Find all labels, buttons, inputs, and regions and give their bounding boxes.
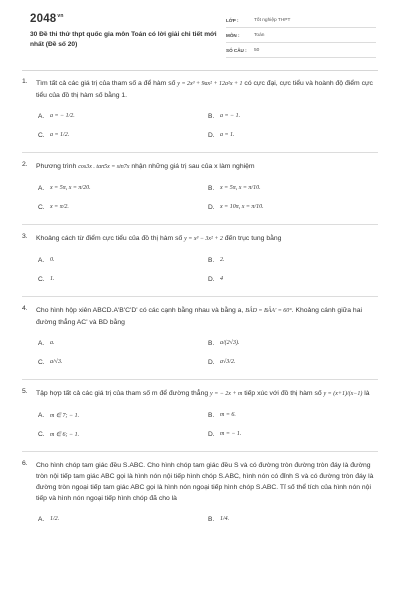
option-value: a/√3. [50,359,63,365]
answer-option[interactable] [38,357,208,367]
question-item [22,388,378,439]
option-value: x = π/2. [50,204,69,210]
question-formula: y = x³ − 3x² + 2 [184,236,223,242]
answer-option[interactable] [38,514,208,524]
question-number: 6. [22,460,28,467]
option-value: 4 [220,276,223,282]
option-letter: B. [208,112,215,120]
question-text-part: đến trục tung bằng [222,235,282,242]
option-value: x = 5π, x = π/20. [50,185,91,191]
question-text [36,233,378,245]
header-divider [22,70,378,71]
question-number: 5. [22,388,28,395]
answer-option[interactable] [38,183,208,193]
question-text-part: tiếp xúc với đồ thị hàm số [242,390,324,397]
question-text-part: là [362,390,370,397]
option-letter: B. [208,411,215,419]
option-letter: C. [38,430,45,438]
answer-option[interactable] [208,255,378,265]
option-value: 1. [50,276,55,282]
answer-options [38,514,378,524]
option-letter: D. [208,203,215,211]
option-letter: B. [208,256,215,264]
meta-key: SỐ CÂU : [226,47,247,53]
question-formula: BÂD = BÂA' = 60° [245,308,292,314]
logo-text: 2048 [30,13,57,25]
answer-option[interactable] [208,130,378,140]
answer-options [38,111,378,140]
question-divider [22,451,378,452]
answer-option[interactable] [38,338,208,348]
option-letter: C. [38,131,45,139]
option-letter: B. [208,515,215,523]
answer-option[interactable] [38,111,208,121]
question-text-part: Phương trình [36,163,79,170]
option-value: 0. [50,257,55,263]
answer-option[interactable] [38,255,208,265]
site-logo[interactable] [30,13,64,25]
question-number: 4. [22,305,28,312]
question-text [36,161,378,173]
meta-row-class [226,13,376,28]
answer-option[interactable] [38,429,208,439]
meta-key: LỚP : [226,17,239,23]
option-letter: D. [208,275,215,283]
option-value: a = 1. [220,132,235,138]
question-text [36,388,378,400]
answer-options [38,183,378,212]
option-letter: D. [208,358,215,366]
question-item [22,305,378,367]
option-letter: D. [208,430,215,438]
question-list [22,78,378,524]
meta-row-subject [226,28,376,43]
question-item [22,233,378,284]
option-value: a = 1/2. [50,132,70,138]
answer-option[interactable] [208,357,378,367]
question-number: 3. [22,233,28,240]
question-text-part: có cực đại, cực tiểu và hoành độ điểm cực tiểu của đồ thị hàm số bằng 1. [36,80,373,99]
meta-value: Tốt nghiệp THPT [254,17,291,23]
option-letter: A. [38,112,45,120]
answer-option[interactable] [208,514,378,524]
question-number: 2. [22,161,28,168]
answer-option[interactable] [208,274,378,284]
meta-value: Toán [254,32,265,38]
answer-option[interactable] [38,202,208,212]
answer-options [38,410,378,439]
option-letter: A. [38,256,45,264]
question-text-part: Khoảng cách từ điểm cực tiểu của đồ thị hàm số [36,235,185,242]
answer-option[interactable] [208,111,378,121]
exam-meta-table [226,13,376,58]
question-text-part: . Khoảng cánh giữa hai đường thẳng AC' và BD bằng [36,307,362,326]
question-text-part: nhận những giá trị sau của x làm nghiệm [129,163,255,170]
question-item [22,78,378,140]
option-value: a√3/2. [220,359,236,365]
meta-value: 50 [254,47,260,53]
option-value: a. [50,340,55,346]
meta-key: MÔN : [226,32,240,38]
option-letter: D. [208,131,215,139]
question-text-part: Tìm tất cả các giá trị của tham số a để hàm số [36,80,178,87]
question-text-part: Cho hình chóp tam giác đều S.ABC. Cho hình chóp tam giác đều S và có đường tròn đường tròn đáy là đường tròn nội tiếp tam giác ABC gọi là hình nón nội tiếp hình chóp S.ABC, hình nón có đỉnh S và có đường tròn đáy là đường tròn ngoại tiếp tam giác ABC gọi là hình nón ngoại tiếp hình chóp S.ABC. Tỉ số thể tích của hình nón nội tiếp và hình nón ngoại tiếp hình chóp đã cho là [36,462,374,502]
option-letter: C. [38,358,45,366]
option-letter: A. [38,515,45,523]
option-value: a = − 1/2. [50,113,75,119]
answer-option[interactable] [208,429,378,439]
header [0,0,400,64]
question-text-part: Tập hợp tất cả các giá trị của tham số m để đường thẳng [36,390,211,397]
answer-options [38,338,378,367]
option-letter: B. [208,339,215,347]
option-value: x = 10π, x = π/10. [220,204,264,210]
answer-option[interactable] [208,183,378,193]
option-letter: C. [38,203,45,211]
option-value: a = − 1. [220,113,241,119]
question-divider [22,296,378,297]
option-value: 1/2. [50,516,60,522]
question-number: 1. [22,78,28,85]
answer-option[interactable] [38,410,208,420]
option-value: 1/4. [220,516,230,522]
option-letter: B. [208,184,215,192]
option-value: m ∈ 7; − 1. [50,412,80,419]
question-item [22,460,378,524]
answer-option[interactable] [38,274,208,284]
meta-row-count [226,43,376,58]
option-value: m ∈ 6; − 1. [50,431,80,438]
answer-option[interactable] [208,202,378,212]
answer-option[interactable] [38,130,208,140]
question-text [36,460,378,504]
answer-option[interactable] [208,338,378,348]
exam-title: 30 Đề thi thử thpt quốc gia môn Toán có lời giải chi tiết mới nhất (Đề số 20) [30,31,217,48]
question-item [22,161,378,212]
question-formula: y = − 2x + m [210,391,243,397]
option-value: 2. [220,257,225,263]
logo-suffix: vn [57,13,64,19]
option-letter: C. [38,275,45,283]
question-text-part: Cho hình hộp xiên ABCD.A'B'C'D' có các cạnh bằng nhau và bằng a, [36,307,246,314]
option-letter: A. [38,411,45,419]
option-value: m = 6. [220,412,236,418]
answer-options [38,255,378,284]
question-formula: y = (x+1)/(x−1) [323,391,363,397]
question-formula: y = 2x³ + 9ax² + 12a²x + 1 [177,81,243,87]
option-value: x = 5π, x = π/10. [220,185,261,191]
option-letter: A. [38,184,45,192]
answer-option[interactable] [208,410,378,420]
question-divider [22,224,378,225]
option-value: m = − 1. [220,431,242,437]
option-value: a/(2√3). [220,340,240,346]
question-text [36,305,378,328]
option-letter: A. [38,339,45,347]
question-divider [22,379,378,380]
question-divider [22,152,378,153]
question-text [36,78,378,101]
question-formula: cos3x . tan5x = sin7x [78,164,130,170]
